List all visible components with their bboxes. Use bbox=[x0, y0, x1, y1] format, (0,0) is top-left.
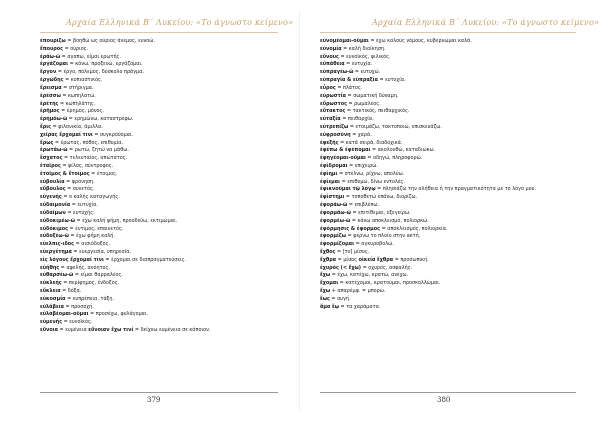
entry-term: ἐφίεμαι bbox=[320, 178, 341, 185]
entry-definition: = σωματική δύναμη. bbox=[345, 92, 399, 99]
entry-definition: = ο καλής καταγωγής. bbox=[61, 194, 120, 201]
entry-definition: = ευτυχία. bbox=[70, 202, 98, 209]
glossary-entry bbox=[40, 319, 280, 327]
entry-definition: = χαρά. bbox=[350, 131, 372, 138]
glossary-entry bbox=[40, 38, 280, 46]
entry-definition: = έχω καλή φήμη, προοδεύω, εκτιμώμαι. bbox=[74, 217, 178, 224]
entry-term: ἔρεισμα bbox=[40, 84, 62, 91]
entry-definition: = [το] μίσος. bbox=[335, 248, 370, 255]
glossary-entry bbox=[320, 108, 578, 116]
entry-term: εὐήθης bbox=[40, 264, 60, 271]
glossary-entry bbox=[40, 116, 280, 124]
entry-definition: = ευμένεια bbox=[57, 327, 89, 334]
entry-term: ἐργάζομαι bbox=[40, 61, 69, 68]
entry-definition: = κωπηλάτης. bbox=[58, 100, 96, 107]
glossary-entry bbox=[320, 296, 578, 304]
entry-term: ἐφικνοῦμαι τῷ λόγῳ bbox=[320, 186, 376, 193]
glossary-entry bbox=[40, 163, 280, 171]
glossary-entry bbox=[320, 202, 578, 210]
entry-term: εἰς λόγους ἔρχομαί τινι bbox=[40, 256, 104, 263]
glossary-entries bbox=[40, 38, 280, 335]
entry-term: ἐρέσσω bbox=[40, 92, 61, 99]
entry-definition: = επιθυμώ, δίνω εντολές. bbox=[340, 178, 405, 185]
entry-term: εὐτρεπίζω bbox=[320, 123, 349, 130]
entry-definition: = αποκλεισμός, πολιορκία. bbox=[380, 225, 448, 232]
entry-definition: = ρωτώ, ζητώ να μάθω. bbox=[67, 147, 129, 154]
entry-definition: = επιτίθεμαι, εξεγείρω. bbox=[350, 209, 411, 216]
entry-definition: = ερημώνω, καταστρέφω. bbox=[67, 116, 134, 123]
entry-term: εὐπραγέω-ῶ bbox=[320, 69, 354, 76]
glossary-entry bbox=[40, 46, 280, 54]
entry-term: εὐδαιμονία bbox=[40, 202, 71, 209]
entry-term: εὐρωστία bbox=[320, 92, 346, 99]
entry-term: εὐλάβεια bbox=[40, 303, 64, 310]
glossary-entry bbox=[320, 38, 578, 46]
entry-subterm: οἰκεία ἔχθρα bbox=[358, 256, 394, 263]
glossary-entry bbox=[40, 155, 280, 163]
glossary-entry bbox=[40, 233, 280, 241]
entry-term: ἐχυρός (< ἔχω) bbox=[320, 264, 362, 271]
glossary-entry bbox=[40, 327, 280, 335]
entry-term: ἔρις bbox=[40, 123, 52, 130]
entry-definition: = ρωμαλέος. bbox=[346, 100, 381, 107]
entry-term: ἐράω-ῶ bbox=[40, 53, 61, 60]
entry-definition: = φίλος, σύντροφος. bbox=[60, 163, 114, 169]
entry-definition: = ακολουθώ, καταδιώκω. bbox=[370, 147, 436, 154]
entry-term: εὐπάθεια bbox=[320, 61, 345, 68]
footer-rule bbox=[40, 392, 278, 393]
entry-definition: = μίσος bbox=[336, 256, 359, 263]
glossary-entry bbox=[40, 288, 280, 296]
entry-definition: = επιχειρώ. bbox=[347, 163, 378, 169]
entry-definition: = έχω φήμη καλή. bbox=[68, 233, 115, 240]
entry-definition: = αυγή. bbox=[329, 295, 351, 302]
entry-term: εὔκλεια bbox=[40, 288, 61, 294]
header-rule bbox=[320, 32, 576, 33]
entry-definition: = φιλονικία, άμιλλα. bbox=[51, 123, 103, 130]
entry-definition: = είμαι θαρραλέος. bbox=[73, 272, 123, 279]
entry-definition: = έρωτας, πόθος, επιθυμία. bbox=[53, 139, 124, 146]
entry-term: ἐφίδρομαι bbox=[320, 163, 348, 169]
glossary-entry bbox=[320, 163, 578, 171]
glossary-entry bbox=[320, 77, 578, 85]
entry-term: ἐφορμίζω bbox=[320, 233, 347, 240]
entry-definition: = πειθαρχία. bbox=[340, 116, 374, 123]
entry-term: ἐφοράω-ῶ bbox=[320, 202, 348, 209]
entry-term: ἔπουρος bbox=[40, 45, 64, 52]
entry-term: ἐφηγέομαι-οῦμαι bbox=[320, 155, 366, 162]
entry-term: ἐρωτάω-ῶ bbox=[40, 147, 68, 154]
entry-definition: = αφελής, ανόητος. bbox=[59, 264, 110, 271]
glossary-entry bbox=[40, 124, 280, 132]
entry-term: εὐνομία bbox=[320, 45, 342, 52]
entry-subdefinition: = δείχνω ευμένεια σε κάποιον. bbox=[133, 327, 211, 334]
entry-term: ἑταῖρος bbox=[40, 163, 61, 169]
entry-term: ἐφίημι bbox=[320, 170, 338, 177]
glossary-entry bbox=[40, 210, 280, 218]
entry-term: εὐδόκιμος bbox=[40, 225, 68, 232]
entry-definition: = έχω, κατέχω, κρατώ, ανέχω. bbox=[330, 272, 409, 279]
entry-definition: = συγκρούομαι. bbox=[92, 131, 134, 138]
glossary-entry bbox=[40, 202, 280, 210]
entry-definition: = ευτυχία. bbox=[344, 61, 373, 68]
entry-definition: = βοηθώ ως ούριος άνεμος, ευνοώ. bbox=[65, 38, 155, 44]
glossary-entry bbox=[40, 85, 280, 93]
entry-term: ἐφορμίζομαι bbox=[320, 241, 355, 248]
glossary-entry bbox=[320, 93, 578, 101]
entry-term: εὐμενής bbox=[40, 319, 63, 326]
entry-term: ἐφορμέω-ῶ bbox=[320, 217, 351, 224]
entry-definition: = οδηγώ, πληροφορώ. bbox=[365, 155, 423, 162]
entry-definition: = περίφημος, ένδοξος. bbox=[61, 280, 120, 287]
entry-term: ἐφίστημι bbox=[320, 194, 345, 201]
glossary-entry bbox=[320, 249, 578, 257]
entry-term: εὔρωστος bbox=[320, 100, 347, 107]
entry-definition: = προσοχή. bbox=[63, 303, 94, 310]
entry-definition: = πλησιάζω την αλήθεια ή την πραγματικότητα με το λόγο μου. bbox=[375, 186, 537, 193]
glossary-entry bbox=[40, 132, 280, 140]
glossary-entry bbox=[320, 233, 578, 241]
glossary-entries bbox=[320, 38, 578, 311]
glossary-entry bbox=[320, 210, 578, 218]
entry-term: εὐγενής bbox=[40, 194, 62, 201]
entry-term: εὐβουλία bbox=[40, 178, 65, 185]
entry-term: εὐλαβέομαι-οῦμαι bbox=[40, 311, 89, 318]
right-page bbox=[300, 0, 600, 423]
entry-definition: = ευνοϊκός. bbox=[62, 319, 93, 326]
glossary-entry bbox=[40, 249, 280, 257]
entry-definition: = ούριος. bbox=[63, 45, 89, 52]
entry-definition: = κάνω, προξενώ, εργάζομαι. bbox=[68, 61, 143, 68]
entry-term: εὐφροσύνη bbox=[320, 131, 351, 138]
entry-term: εὐταξία bbox=[320, 116, 341, 123]
entry-definition: = ευτυχία. bbox=[377, 77, 406, 84]
entry-definition: + απαρέμφ. = μπορώ. bbox=[330, 288, 386, 294]
entry-term: εὐκλεής bbox=[40, 280, 62, 287]
entry-definition: = επιβλέπω. bbox=[347, 202, 380, 209]
glossary-entry bbox=[40, 218, 280, 226]
entry-term: ἐργώδης bbox=[40, 77, 64, 84]
entry-definition: = κάνω αποκλεισμό, πολιορκώ. bbox=[350, 217, 429, 224]
entry-term: ἔργον bbox=[40, 69, 57, 76]
entry-term: ἐρέτης bbox=[40, 100, 59, 107]
glossary-entry bbox=[320, 85, 578, 93]
glossary-entry bbox=[40, 241, 280, 249]
entry-term: εὐκοσμία bbox=[40, 295, 66, 302]
entry-definition: = τελευταίος, απώτατος. bbox=[62, 155, 128, 162]
entry-term: εὐδαίμων bbox=[40, 209, 66, 216]
entry-term: ἔχω bbox=[320, 288, 331, 294]
entry-definition: = έρημος, μόνος. bbox=[59, 108, 104, 115]
entry-definition: = κοπιαστικός. bbox=[63, 77, 103, 84]
running-head: Αρχαία Ελληνικά Β΄ Λυκείου: «Το άγνωστο κείμενο» bbox=[372, 18, 600, 27]
entry-definition: = κωπηλατώ. bbox=[60, 92, 96, 99]
entry-definition: = προσέχω, φυλάγομαι. bbox=[88, 311, 149, 318]
footer-rule bbox=[320, 392, 576, 393]
entry-term: ἐπουρίζω bbox=[40, 38, 66, 44]
glossary-entry bbox=[320, 171, 578, 179]
entry-definition: = φέρνω το πλοίο στην ακτή. bbox=[346, 233, 421, 240]
glossary-entry bbox=[40, 194, 280, 202]
entry-definition: = ευτυχής. bbox=[65, 209, 95, 216]
entry-term: εὔτακτος bbox=[320, 108, 346, 115]
entry-definition: = έχω καλούς νόμους, κυβερνώμαι καλά. bbox=[368, 38, 472, 44]
entry-term: εὐθαρσέω-ῶ bbox=[40, 272, 74, 279]
glossary-entry bbox=[40, 69, 280, 77]
entry-subdefinition: = προσωπική. bbox=[393, 256, 429, 263]
entry-definition: = ευπρέπεια, τάξη. bbox=[65, 295, 115, 302]
glossary-entry bbox=[320, 257, 578, 265]
glossary-entry bbox=[320, 155, 578, 163]
entry-definition: = συνετός. bbox=[65, 186, 95, 193]
entry-definition: = αισιόδοξος. bbox=[74, 241, 111, 248]
entry-term: ἐφέπω & ἐφέπομαι bbox=[320, 147, 371, 154]
entry-term: εὔβουλος bbox=[40, 186, 66, 193]
entry-definition: = πλάτος. bbox=[335, 84, 363, 91]
entry-term: ἐφόρμησις & ἐφορμος bbox=[320, 225, 381, 232]
entry-term: εὔνους bbox=[320, 53, 339, 60]
entry-definition: = ευεργεσία, υπηρεσία. bbox=[71, 248, 132, 255]
entry-definition: = δόξα. bbox=[60, 288, 82, 294]
entry-definition: = κατέχομαι, κρατούμαι, προσκολλώμαι. bbox=[338, 280, 441, 287]
entry-definition: = στέλνω, ρίχνω, απολύω. bbox=[337, 170, 405, 177]
page-number: 379 bbox=[147, 396, 161, 404]
entry-term: εὔνοια bbox=[40, 327, 58, 334]
glossary-entry bbox=[320, 218, 578, 226]
glossary-entry bbox=[320, 124, 578, 132]
entry-term: ἐρημόω-ῶ bbox=[40, 116, 68, 123]
glossary-entry bbox=[40, 108, 280, 116]
entry-definition: = ευτυχώ. bbox=[353, 69, 381, 76]
entry-definition: = ετοιμάζω, τακτοποιώ, επισκευάζω. bbox=[348, 123, 442, 130]
entry-term: ἔχομαι bbox=[320, 280, 339, 287]
entry-definition: = αγαπώ, είμαι ερωτής. bbox=[60, 53, 121, 60]
glossary-entry bbox=[320, 132, 578, 140]
header-rule bbox=[40, 32, 278, 33]
running-head: Αρχαία Ελληνικά Β΄ Λυκείου: «Το άγνωστο κείμενο» bbox=[66, 18, 294, 27]
entry-term: ἔχω bbox=[320, 272, 331, 279]
entry-term: εὐπραγία & εὐπραξία bbox=[320, 77, 378, 84]
entry-term: εὐνομέομαι-οῦμαι bbox=[320, 38, 369, 44]
entry-subterm: εὔνοιαν ἔχω τινί bbox=[88, 327, 134, 334]
entry-term: εὐεργέτημα bbox=[40, 248, 72, 255]
glossary-entry bbox=[40, 93, 280, 101]
glossary-entry bbox=[40, 77, 280, 85]
entry-definition: = στήριγμα. bbox=[61, 84, 94, 91]
page-number: 380 bbox=[437, 396, 451, 404]
glossary-entry bbox=[320, 69, 578, 77]
entry-definition: = φρόνηση. bbox=[64, 178, 95, 185]
entry-term: ἐφορμάω-ῶ bbox=[320, 209, 351, 216]
entry-term: χεῖρας ἔρχομαί τινι bbox=[40, 131, 93, 138]
entry-term: ἑτοῖμος & ἕτοιμος bbox=[40, 170, 90, 177]
entry-term: ἐφεξῆς bbox=[320, 139, 339, 146]
entry-definition: = τα χαράματα. bbox=[339, 303, 381, 310]
entry-definition: = έρχομαι σε διαπραγματεύσεις. bbox=[103, 256, 187, 263]
glossary-entry bbox=[320, 116, 578, 124]
entry-definition: = αγκυροβολώ. bbox=[354, 241, 394, 248]
entry-term: ἐρῆμος bbox=[40, 108, 60, 115]
entry-definition: = κατά σειρά, διαδοχικά. bbox=[338, 139, 403, 146]
entry-term: ἔχθρα bbox=[320, 256, 337, 263]
entry-term: ἕως bbox=[320, 295, 330, 302]
entry-definition: = οχυρός, ασφαλής. bbox=[361, 264, 413, 271]
entry-term: εὐελπις-ιδος bbox=[40, 241, 75, 248]
entry-definition: = καλή διοίκηση. bbox=[341, 45, 386, 52]
entry-term: εὖρος bbox=[320, 84, 336, 91]
entry-definition: = τακτικός, πειθαρχικός. bbox=[345, 108, 410, 115]
glossary-entry bbox=[320, 46, 578, 54]
entry-definition: = ευνοϊκός, φιλικός. bbox=[338, 53, 391, 60]
glossary-entry bbox=[40, 296, 280, 304]
entry-definition: = έργο, πόλεμος, δύσκολο πράγμα. bbox=[56, 69, 145, 76]
entry-term: ἅμα ἕῳ bbox=[320, 303, 339, 310]
entry-definition: = τοποθετώ επάνω, διορίζω. bbox=[344, 194, 418, 201]
entry-term: ἔρως bbox=[40, 139, 54, 146]
glossary-entry bbox=[320, 288, 578, 296]
glossary-entry bbox=[40, 257, 280, 265]
entry-term: ἔσχατος bbox=[40, 155, 63, 162]
entry-term: ἔχθος bbox=[320, 248, 336, 255]
glossary-entry bbox=[320, 280, 578, 288]
glossary-entry bbox=[320, 194, 578, 202]
glossary-entry bbox=[40, 171, 280, 179]
entry-definition: = έντιμος, επαινετός. bbox=[67, 225, 124, 232]
entry-term: εὐδοκιμέω-ῶ bbox=[40, 217, 75, 224]
entry-definition: = έτοιμος. bbox=[89, 170, 118, 177]
glossary-entry bbox=[40, 280, 280, 288]
entry-term: εὐδοξέω-ῶ bbox=[40, 233, 69, 240]
glossary-entry bbox=[320, 241, 578, 249]
glossary-entry bbox=[320, 304, 578, 312]
